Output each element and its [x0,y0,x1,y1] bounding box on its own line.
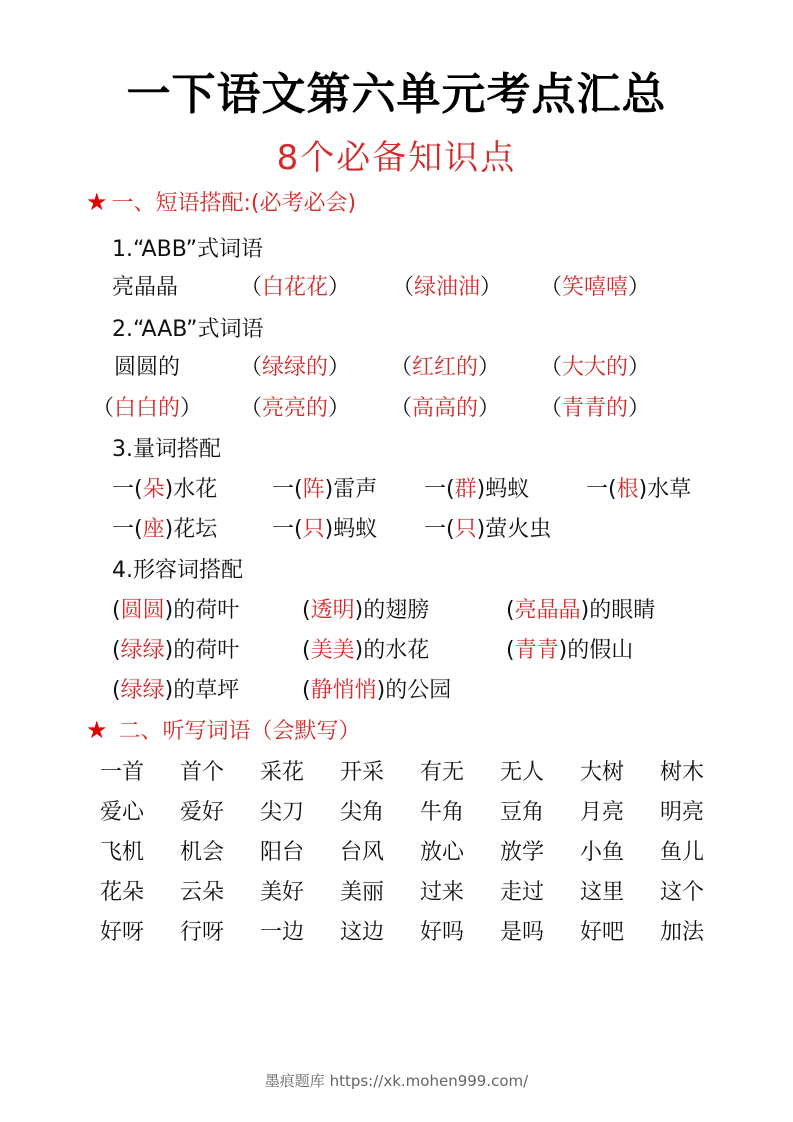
section-2-heading: ★ 二、听写词语（会默写） [86,716,361,744]
sub4-title: 4.形容词搭配 [112,558,243,583]
dictation-word-grid [100,750,740,950]
answer: 白花花 [262,275,329,300]
section-1-heading: ★ 一、短语搭配:(必考必会) [86,188,357,216]
sub2-title: 2.“AAB”式词语 [112,317,264,342]
word-row: 一首 首个 采花 开采 有无 无人 大树 树木 [100,759,705,785]
star-icon: ★ [86,716,108,744]
sub1-title: 1.“ABB”式词语 [112,237,263,262]
word-row: 爱心 爱好 尖刀 尖角 牛角 豆角 月亮 明亮 [100,799,705,825]
star-icon: ★ [86,188,108,216]
sub3-title: 3.量词搭配 [112,437,221,462]
word-row: 飞机 机会 阳台 台风 放心 放学 小鱼 鱼儿 [100,839,705,865]
answer: 笑嘻嘻 [562,275,629,300]
word-row: 花朵 云朵 美好 美丽 过来 走过 这里 这个 [100,879,705,905]
answer: 绿油油 [414,275,481,300]
footer-watermark: 墨痕题库 https://xk.mohen999.com/ [264,1072,529,1090]
page-title: 一下语文第六单元考点汇总 [126,69,667,120]
page-subtitle: 8个必备知识点 [276,138,517,178]
word-row: 好呀 行呀 一边 这边 好吗 是吗 好吧 加法 [100,919,705,945]
